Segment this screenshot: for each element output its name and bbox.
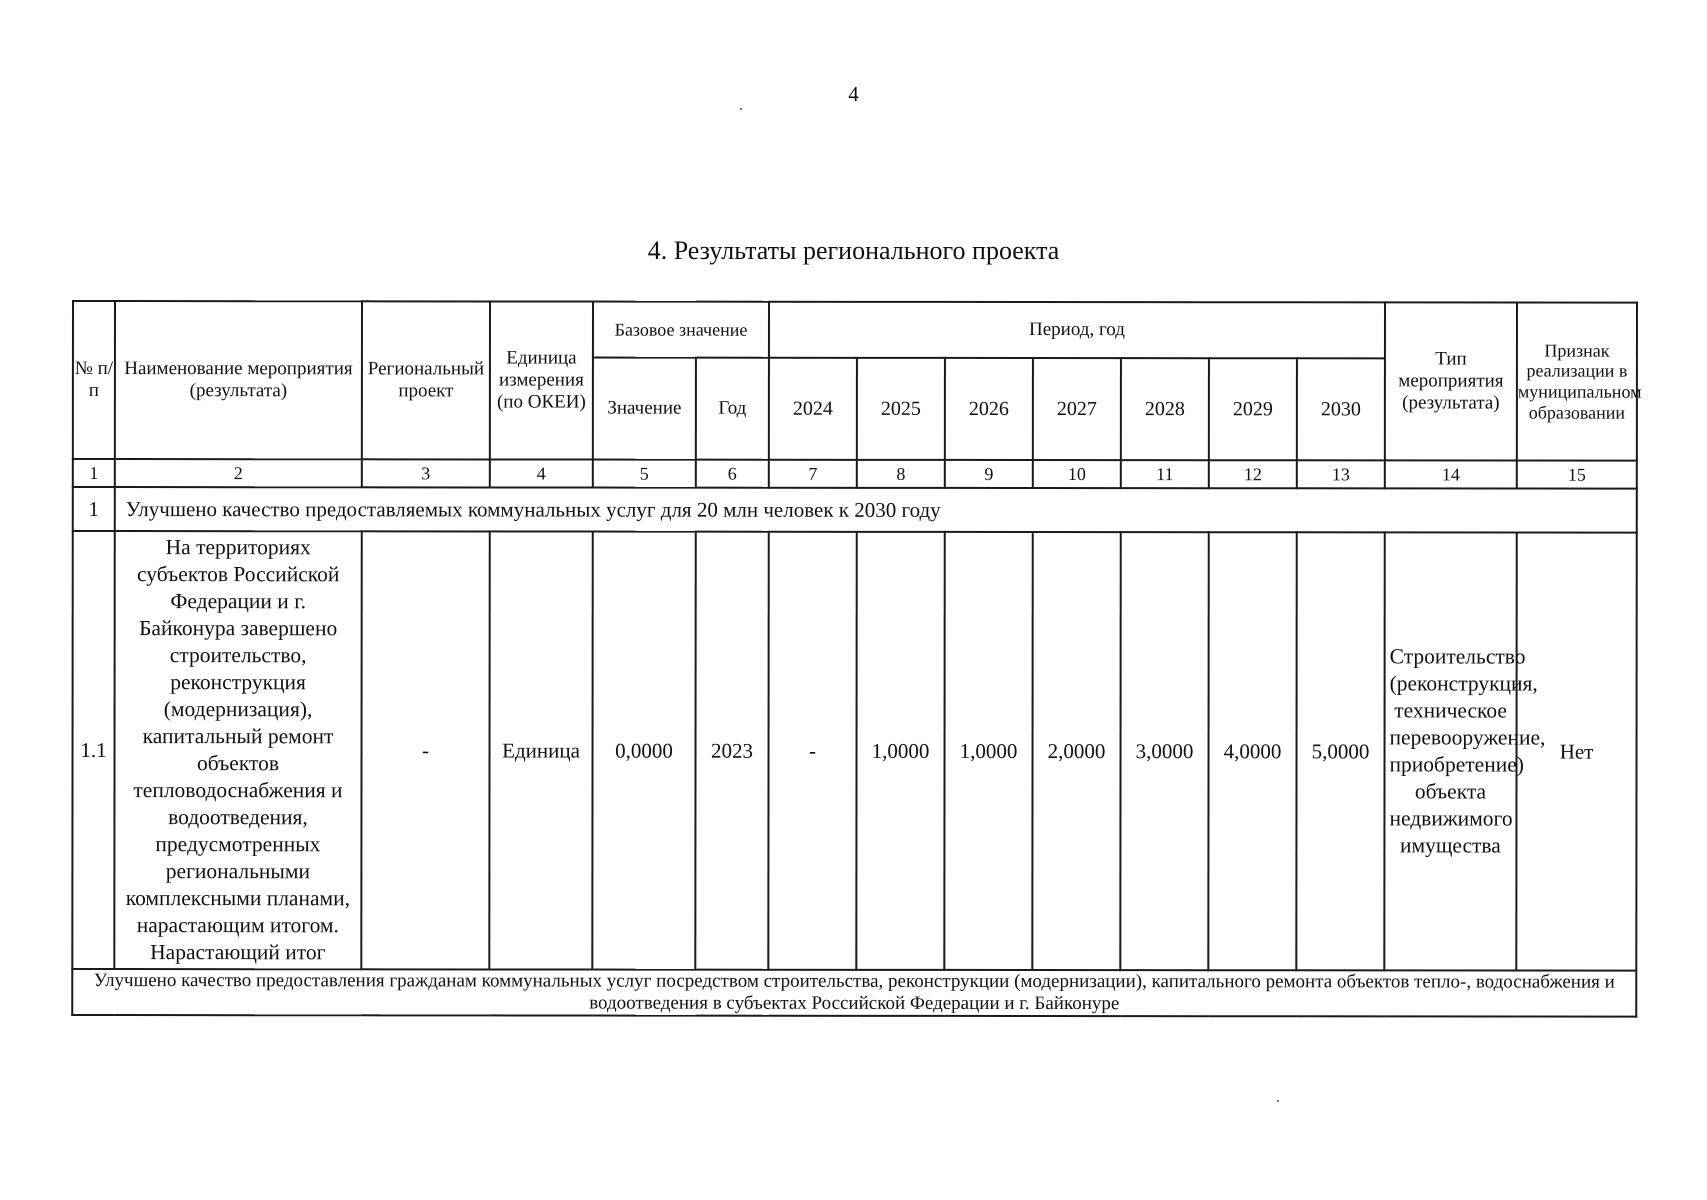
column-number: 7 <box>769 460 857 488</box>
result-sign: Нет <box>1516 533 1636 971</box>
column-number: 13 <box>1297 460 1385 488</box>
header-year: 2027 <box>1033 358 1121 460</box>
column-number: 15 <box>1517 461 1637 489</box>
column-number: 8 <box>857 460 945 488</box>
column-number: 3 <box>362 459 490 487</box>
header-period-group: Период, год <box>769 302 1385 359</box>
section-title: 4. Результаты регионального проекта <box>647 236 1060 265</box>
result-unit: Единица <box>489 531 592 969</box>
result-row <box>72 531 1636 971</box>
header-year: 2028 <box>1121 358 1209 460</box>
column-number-row <box>73 459 1637 489</box>
effect-row <box>72 969 1636 1016</box>
header-year: 2029 <box>1209 358 1297 460</box>
header-base-year: Год <box>696 358 769 460</box>
column-number: 9 <box>945 460 1033 488</box>
column-number: 6 <box>696 460 769 488</box>
header-base-group: Базовое значение <box>593 302 769 358</box>
header-type: Тип мероприятия (результата) <box>1385 302 1517 460</box>
page-number: 4 <box>848 82 859 106</box>
column-number: 4 <box>490 459 593 487</box>
header-name: Наименование мероприятия (результата) <box>115 301 362 459</box>
scan-speck <box>740 108 742 110</box>
result-value-2027: 2,0000 <box>1032 532 1120 970</box>
result-name: На территориях субъектов Российской Федерации и г. Байконура завершено строительство, реконструкция (модернизация), капитальный ремонт объектов тепловодоснабжения и водоотведения, предусмотренных региональными комплексными планами, нарастающим итогом. Нарастающий итог <box>114 531 361 969</box>
column-number: 10 <box>1033 460 1121 488</box>
header-year: 2025 <box>857 358 945 460</box>
header-base-value: Значение <box>593 358 696 460</box>
header-num: № п/п <box>73 301 115 459</box>
header-year: 2026 <box>945 358 1033 460</box>
header-sign: Признак реализации в муниципальном образовании <box>1517 303 1637 461</box>
result-value-2026: 1,0000 <box>944 532 1032 970</box>
result-value-2029: 4,0000 <box>1208 532 1296 970</box>
column-number: 14 <box>1385 460 1517 488</box>
header-unit: Единица измерения (по ОКЕИ) <box>490 301 593 459</box>
goal-text: Улучшено качество предоставляемых коммунальных услуг для 20 млн человек к 2030 году <box>115 487 1637 533</box>
row-number: 1.1 <box>72 531 114 969</box>
column-number: 12 <box>1209 460 1297 488</box>
result-value-2030: 5,0000 <box>1296 532 1384 970</box>
header-year: 2030 <box>1297 358 1385 460</box>
result-value-2024: - <box>768 532 856 970</box>
effect-text: Улучшено качество предоставления гражданам коммунальных услуг посредством строительства, реконструкции (модернизации), капитального ремонта объектов тепло-, водоснабжения и водоотведения в субъектах Российской Федерации и г. Байконуре <box>72 969 1636 1016</box>
column-number: 2 <box>115 459 362 487</box>
result-value-2025: 1,0000 <box>856 532 944 970</box>
result-base-value: 0,0000 <box>592 532 695 970</box>
result-type: Строительство (реконструкция, техническое перевооружение, приобретение) объекта недвижимого имущества <box>1384 532 1516 970</box>
header-row-top <box>73 301 1637 359</box>
goal-number: 1 <box>73 487 115 531</box>
scan-speck <box>1277 1100 1279 1102</box>
column-number: 1 <box>73 459 115 487</box>
result-value-2028: 3,0000 <box>1120 532 1208 970</box>
header-year: 2024 <box>769 358 857 460</box>
goal-row <box>73 487 1637 533</box>
column-number: 5 <box>593 460 696 488</box>
result-regional-project: - <box>361 531 489 969</box>
header-regional-project: Региональный проект <box>362 301 490 459</box>
result-base-year: 2023 <box>695 532 768 970</box>
column-number: 11 <box>1121 460 1209 488</box>
results-table <box>71 300 1642 1017</box>
